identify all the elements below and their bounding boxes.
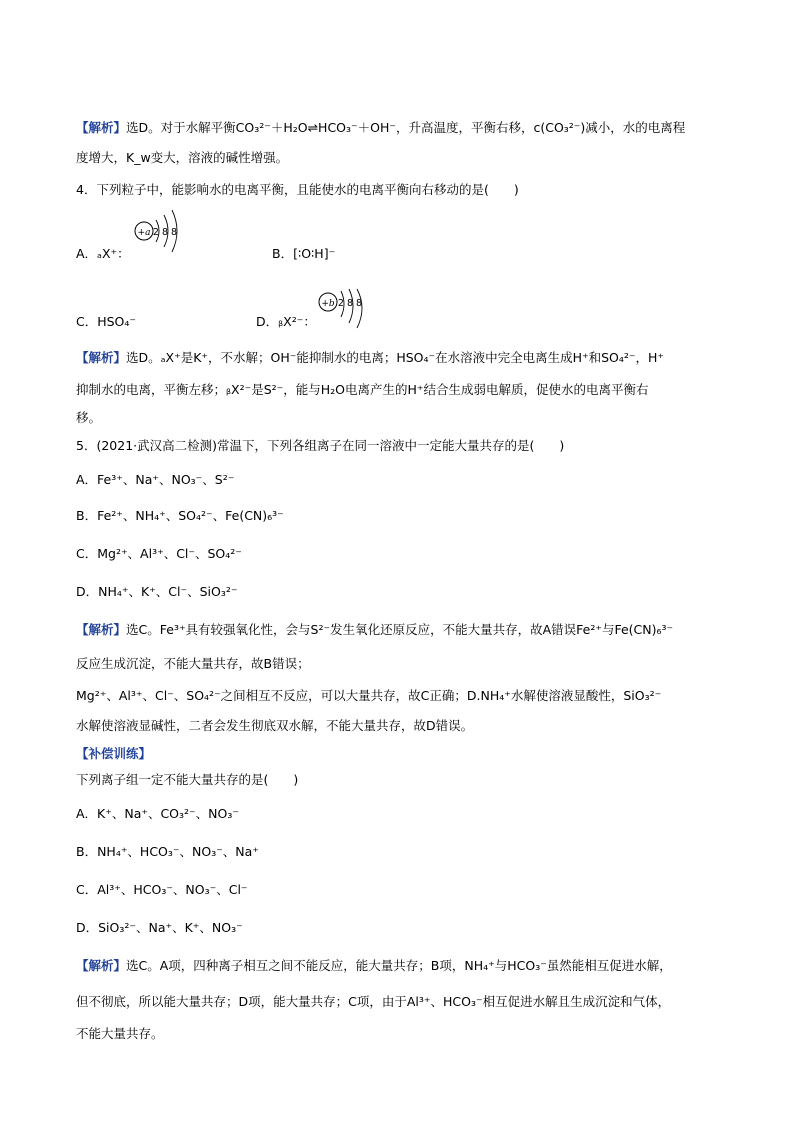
atom-structure-diagram-a — [132, 208, 194, 258]
q5-analysis-line-2: 反应生成沉淀，不能大量共存，故B错误； — [76, 656, 310, 671]
q5-option-a: A．Fe³⁺、Na⁺、NO₃⁻、S²⁻ — [76, 472, 235, 487]
atom-structure-diagram-d — [316, 288, 378, 332]
q5-stem: 5．(2021·武汉高二检测)常温下，下列各组离子在同一溶液中一定能大量共存的是( ) — [76, 438, 565, 453]
analysis-tag: 【解析】 — [76, 958, 127, 973]
supplement-analysis-line-2: 但不彻底，所以能大量共存；D项，能大量共存；C项，由于Al³⁺、HCO₃⁻相互促进水解且生成沉淀和气体， — [76, 994, 671, 1009]
supplement-stem: 下列离子组一定不能大量共存的是( ) — [76, 772, 299, 787]
analysis-tag: 【解析】 — [76, 622, 127, 637]
q5-analysis-line-4: 水解使溶液显碱性，二者会发生彻底双水解，不能大量共存，故D错误。 — [76, 718, 474, 733]
supplement-heading: 【补偿训练】 — [76, 746, 152, 761]
q4-option-b: B．[∶O∶H]⁻ — [272, 246, 336, 261]
supplement-option-a: A．K⁺、Na⁺、CO₃²⁻、NO₃⁻ — [76, 806, 239, 821]
analysis-tag: 【解析】 — [76, 120, 127, 135]
supplement-option-c: C．Al³⁺、HCO₃⁻、NO₃⁻、Cl⁻ — [76, 882, 248, 897]
q5-option-c: C．Mg²⁺、Al³⁺、Cl⁻、SO₄²⁻ — [76, 546, 242, 561]
q5-analysis-line-1: 【解析】选C。Fe³⁺具有较强氧化性，会与S²⁻发生氧化还原反应，不能大量共存，故A错误Fe²⁺与Fe(CN)₆³⁻ — [76, 622, 674, 637]
q4-analysis-line-3: 移。 — [76, 410, 102, 425]
q4-analysis-line-2: 抑制水的电离，平衡左移；ᵦX²⁻是S²⁻，能与H₂O电离产生的H⁺结合生成弱电解质，促使水的电离平衡右 — [76, 382, 649, 397]
q3-analysis-line-2: 度增大，K_w变大，溶液的碱性增强。 — [76, 150, 289, 165]
q4-option-d: D．ᵦX²⁻： — [256, 314, 316, 329]
q5-option-d: D．NH₄⁺、K⁺、Cl⁻、SiO₃²⁻ — [76, 584, 238, 599]
q4-stem: 4．下列粒子中，能影响水的电离平衡，且能使水的电离平衡向右移动的是( ) — [76, 182, 519, 197]
q5-option-b: B．Fe²⁺、NH₄⁺、SO₄²⁻、Fe(CN)₆³⁻ — [76, 508, 284, 523]
q4-analysis-line-1: 【解析】选D。ₐX⁺是K⁺，不水解；OH⁻能抑制水的电离；HSO₄⁻在水溶液中完全电离生成H⁺和SO₄²⁻，H⁺ — [76, 350, 664, 365]
supplement-analysis-line-1: 【解析】选C。A项，四种离子相互之间不能反应，能大量共存；B项，NH₄⁺与HCO₃⁻虽然能相互促进水解， — [76, 958, 672, 973]
supplement-analysis-line-3: 不能大量共存。 — [76, 1026, 164, 1041]
supplement-option-d: D．SiO₃²⁻、Na⁺、K⁺、NO₃⁻ — [76, 920, 243, 935]
shell-electrons-a: 2 8 8 — [152, 227, 178, 238]
q3-analysis-line-1: 【解析】选D。对于水解平衡CO₃²⁻＋H₂O⇌HCO₃⁻＋OH⁻，升高温度，平衡右移，c(CO₃²⁻)减小，水的电离程 — [76, 120, 686, 135]
supplement-option-b: B．NH₄⁺、HCO₃⁻、NO₃⁻、Na⁺ — [76, 844, 259, 859]
nucleus-charge-a: +a — [137, 228, 151, 238]
analysis-tag: 【解析】 — [76, 350, 127, 365]
nucleus-charge-d: +b — [321, 299, 335, 309]
shell-electrons-d: 2 8 8 — [337, 298, 363, 309]
q4-option-c: C．HSO₄⁻ — [76, 314, 137, 329]
q4-option-a: A．ₐX⁺： — [76, 246, 130, 261]
q5-analysis-line-3: Mg²⁺、Al³⁺、Cl⁻、SO₄²⁻之间相互不反应，可以大量共存，故C正确；D.NH₄⁺水解使溶液显酸性，SiO₃²⁻ — [76, 688, 662, 703]
